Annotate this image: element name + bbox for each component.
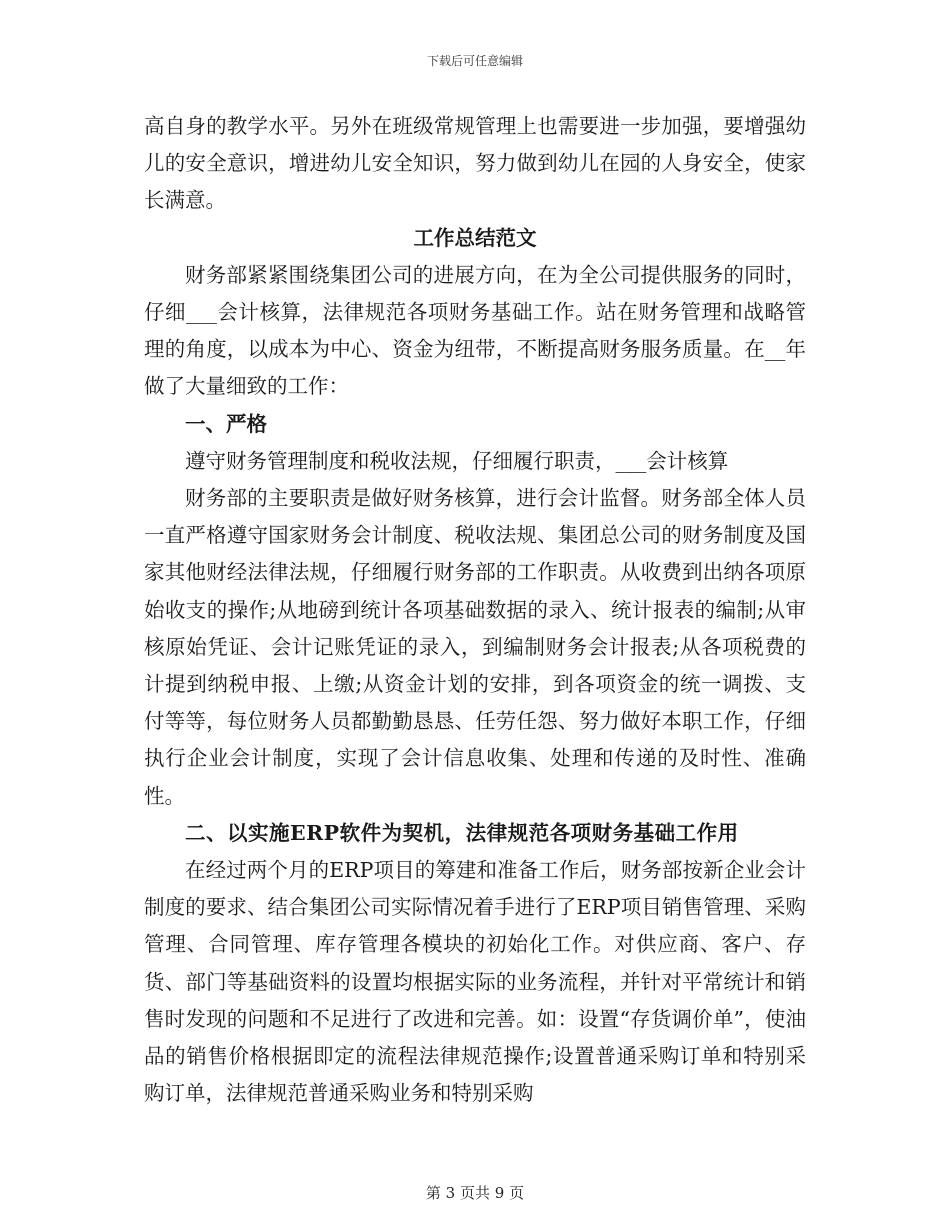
document-title: 工作总结范文: [413, 225, 537, 250]
section-heading-1: 一、严格: [185, 411, 267, 436]
document-body: [144, 108, 806, 1112]
page-header: 下载后可任意编辑: [426, 54, 523, 68]
paragraph-4: 在经过两个月的ERP项目的筹建和准备工作后，财务部按新企业会计制度的要求、结合集团公司实际情况着手进行了ERP项目销售管理、采购管理、合同管理、库存管理各模块的初始化工作。对供应商、客户、存货、部门等基础资料的设置均根据实际的业务流程，并针对平常统计和销售时发现的问题和不足进行了改进和完善。如：设置“存货调价单”，使油品的销售价格根据即定的流程法律规范操作;设置普通采购订单和特别采购订单，法律规范普通采购业务和特别采购: [144, 858, 806, 1106]
page-footer: 第 3 页共 9 页: [425, 1184, 525, 1202]
paragraph-1: 财务部紧紧围绕集团公司的进展方向，在为全公司提供服务的同时，仔细___会计核算，法律规范各项财务基础工作。站在财务管理和战略管理的角度，以成本为中心、资金为纽带，不断提高财务服务质量。在__年做了大量细致的工作：: [144, 262, 806, 399]
paragraph-2: 遵守财务管理制度和税收法规，仔细履行职责，___会计核算: [185, 448, 729, 473]
section-heading-2: 二、以实施ERP软件为契机，法律规范各项财务基础工作用: [185, 820, 739, 845]
intro-paragraph: 高自身的教学水平。另外在班级常规管理上也需要进一步加强，要增强幼儿的安全意识，增进幼儿安全知识，努力做到幼儿在园的人身安全，使家长满意。: [144, 114, 806, 213]
paragraph-3: 财务部的主要职责是做好财务核算，进行会计监督。财务部全体人员一直严格遵守国家财务会计制度、税收法规、集团总公司的财务制度及国家其他财经法律法规，仔细履行财务部的工作职责。从收费到出纳各项原始收支的操作;从地磅到统计各项基础数据的录入、统计报表的编制;从审核原始凭证、会计记账凭证的录入，到编制财务会计报表;从各项税费的计提到纳税申报、上缴;从资金计划的安排，到各项资金的统一调拨、支付等等，每位财务人员都勤勤恳恳、任劳任怨、努力做好本职工作，仔细执行企业会计制度，实现了会计信息收集、处理和传递的及时性、准确性。: [144, 486, 806, 808]
